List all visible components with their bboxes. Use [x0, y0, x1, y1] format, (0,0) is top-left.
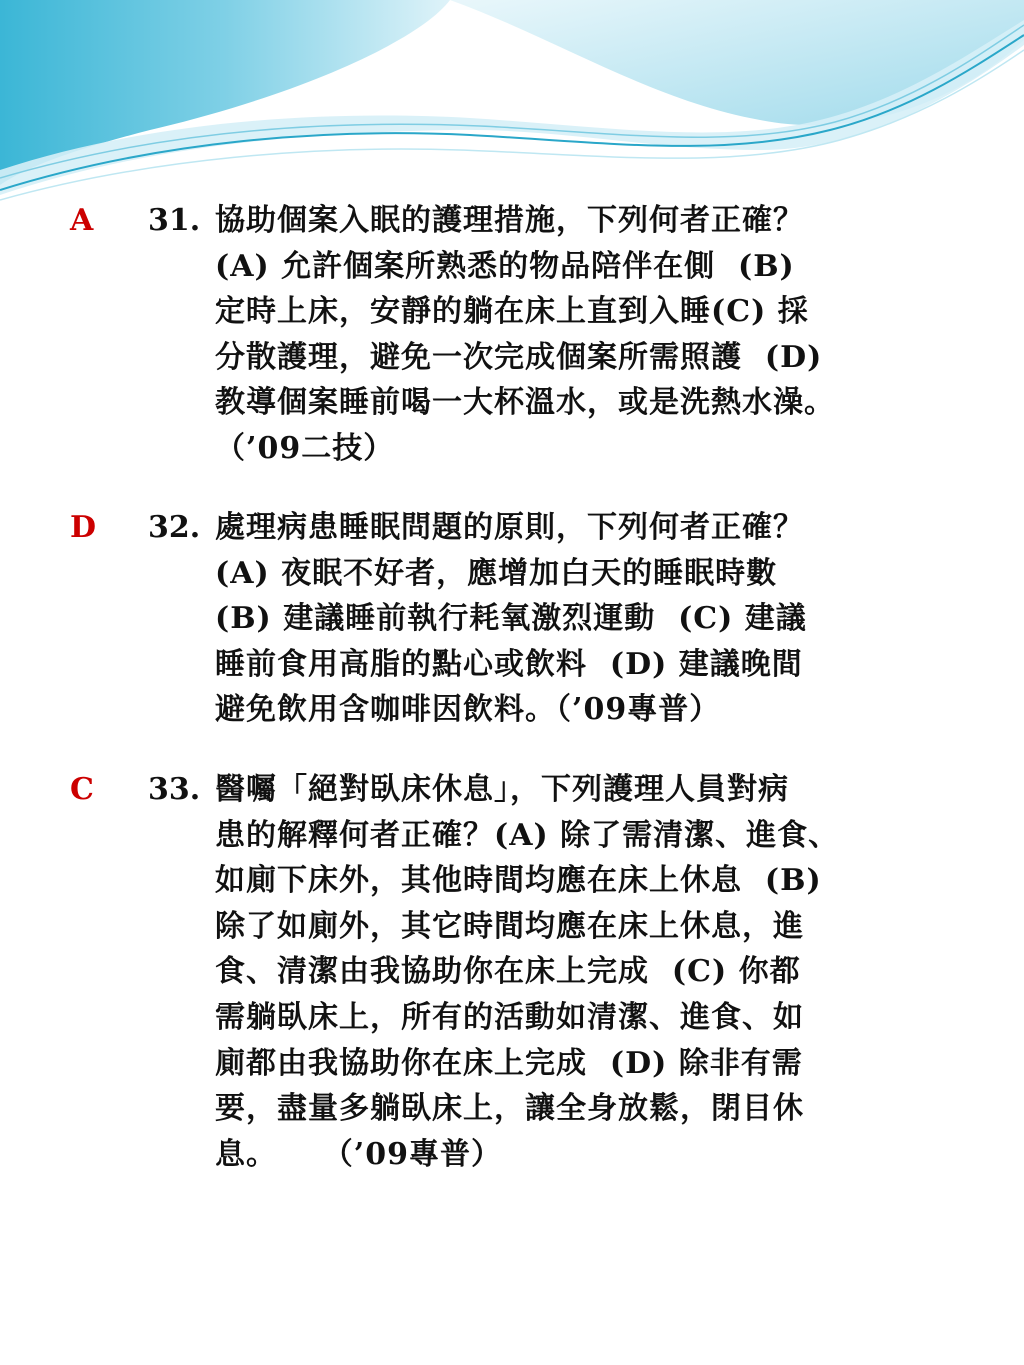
question-line: 需躺臥床上，所有的活動如清潔、進食、如: [215, 999, 804, 1035]
question-line: 食、清潔由我協助你在床上完成 (C) 你都: [215, 954, 801, 990]
question-line: 分散護理，避免一次完成個案所需照護 (D): [215, 339, 823, 375]
question-line: (B) 建議睡前執行耗氧激烈運動 (C) 建議: [215, 601, 807, 637]
question-line: 睡前食用高脂的點心或飲料 (D) 建議晚間: [215, 646, 803, 682]
question-number: 31.: [148, 203, 201, 238]
question-line: 定時上床，安靜的躺在床上直到入睡(C) 採: [215, 294, 809, 330]
question-text: [215, 505, 995, 733]
question-line: 如廁下床外，其他時間均應在床上休息 (B): [215, 863, 822, 899]
question-line: 息。 （’09專普）: [215, 1136, 502, 1172]
answer-key: D: [70, 510, 97, 545]
question-number: 33.: [148, 772, 201, 807]
question-line: （’09二技）: [215, 430, 395, 466]
answer-key: A: [70, 203, 94, 238]
question-line: (A) 夜眠不好者，應增加白天的睡眠時數: [215, 555, 778, 591]
question-line: 除了如廁外，其它時間均應在床上休息，進: [215, 908, 804, 944]
question-line: 醫囑「絕對臥床休息」，下列護理人員對病: [215, 772, 789, 807]
question-line: 要，盡量多躺臥床上，讓全身放鬆，閉目休: [215, 1091, 804, 1127]
question-text: [215, 198, 995, 472]
question-number: 32.: [148, 510, 201, 545]
question-line: 教導個案睡前喝一大杯溫水，或是洗熱水澡。: [215, 385, 835, 421]
question-line: (A) 允許個案所熟悉的物品陪伴在側 (B): [215, 248, 795, 284]
question-line: 廁都由我協助你在床上完成 (D) 除非有需: [215, 1045, 803, 1081]
question-line: 患的解釋何者正確？(A) 除了需清潔、進食、: [215, 817, 840, 853]
question-text: [215, 767, 995, 1177]
question-line: 處理病患睡眠問題的原則，下列何者正確？: [215, 510, 804, 545]
answer-key: C: [70, 772, 94, 807]
question-line: 協助個案入眠的護理措施，下列何者正確？: [215, 203, 804, 238]
question-line: 避免飲用含咖啡因飲料。（’09專普）: [215, 692, 721, 728]
header-wave-decoration: [0, 0, 1024, 220]
